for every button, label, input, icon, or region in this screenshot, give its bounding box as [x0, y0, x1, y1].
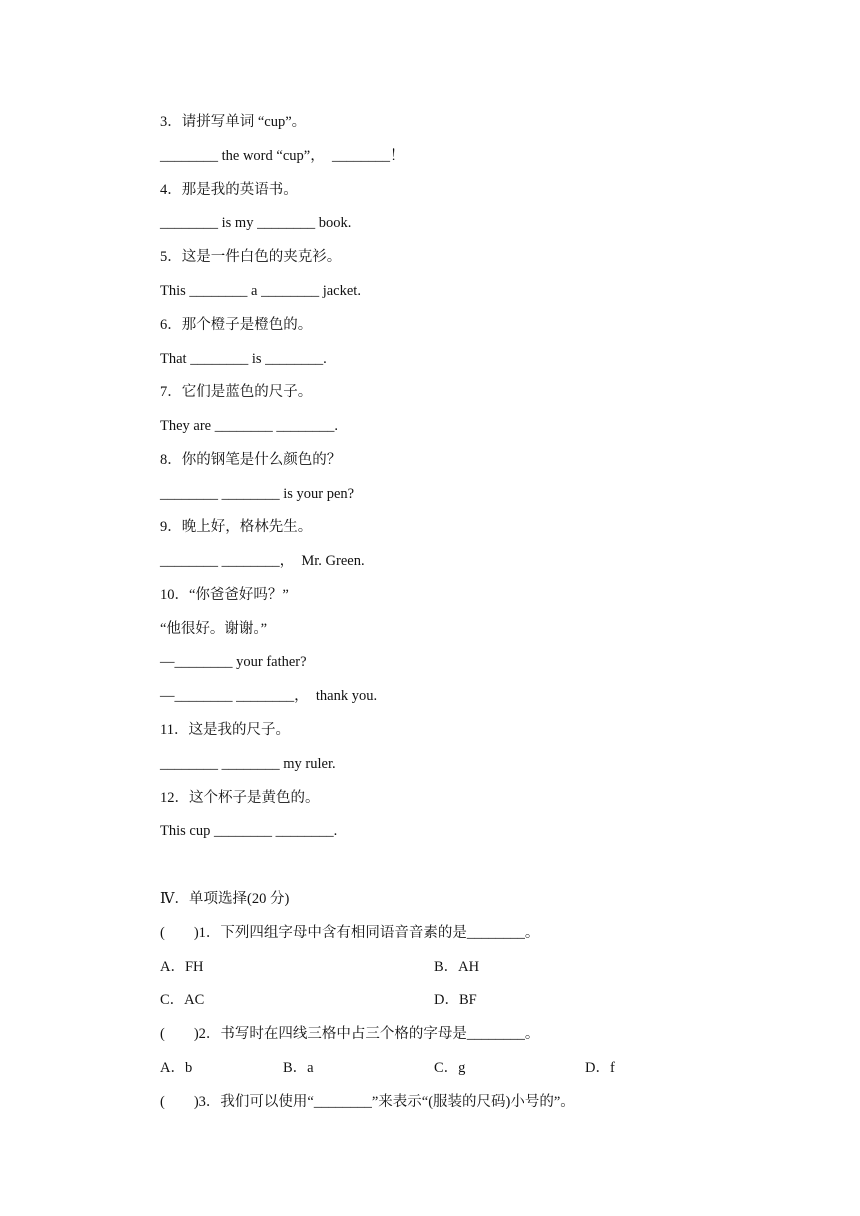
mc-q1-option-b: B．AH: [434, 959, 480, 975]
q3-prompt: 3．请拼写单词 “cup”。: [160, 114, 307, 130]
mc-q2-option-a: A．b: [160, 1060, 193, 1076]
mc-q1-option-a: A．FH: [160, 959, 204, 975]
q10-prompt-2: “他很好。谢谢。”: [160, 621, 268, 637]
mc-q2-option-d: D．f: [585, 1060, 615, 1076]
q12-prompt: 12．这个杯子是黄色的。: [160, 790, 320, 806]
q10-answer-line-1: —________ your father?: [160, 654, 307, 670]
q10-prompt-1: 10．“你爸爸好吗？”: [160, 587, 289, 603]
q8-prompt: 8．你的钢笔是什么颜色的？: [160, 452, 342, 468]
section-4-title: Ⅳ．单项选择(20 分): [160, 891, 290, 907]
q4-answer-line: ________ is my ________ book.: [160, 215, 352, 231]
q8-answer-line: ________ ________ is your pen?: [160, 486, 355, 502]
mc-q1-stem: ( )1．下列四组字母中含有相同语音音素的是________。: [160, 925, 540, 941]
q9-answer-line: ________ ________， Mr. Green.: [160, 553, 365, 569]
mc-q2-option-b: B．a: [283, 1060, 314, 1076]
q12-answer-line: This cup ________ ________.: [160, 823, 338, 839]
q9-prompt: 9．晚上好，格林先生。: [160, 519, 313, 535]
mc-q1-option-c: C．AC: [160, 992, 205, 1008]
mc-q3-stem: ( )3．我们可以使用“________”来表示“(服装的尺码)小号的”。: [160, 1094, 575, 1110]
q5-prompt: 5．这是一件白色的夹克衫。: [160, 249, 342, 265]
q7-prompt: 7．它们是蓝色的尺子。: [160, 384, 313, 400]
q6-answer-line: That ________ is ________.: [160, 351, 327, 367]
mc-q2-stem: ( )2．书写时在四线三格中占三个格的字母是________。: [160, 1026, 540, 1042]
q10-answer-line-2: —________ ________， thank you.: [160, 688, 378, 704]
q7-answer-line: They are ________ ________.: [160, 418, 338, 434]
q5-answer-line: This ________ a ________ jacket.: [160, 283, 361, 299]
q11-prompt: 11．这是我的尺子。: [160, 722, 290, 738]
q4-prompt: 4．那是我的英语书。: [160, 182, 298, 198]
mc-q2-option-c: C．g: [434, 1060, 466, 1076]
q6-prompt: 6．那个橙子是橙色的。: [160, 317, 313, 333]
mc-q1-option-d: D．BF: [434, 992, 477, 1008]
q3-answer-line: ________ the word “cup”， ________！: [160, 148, 405, 164]
q11-answer-line: ________ ________ my ruler.: [160, 756, 336, 772]
